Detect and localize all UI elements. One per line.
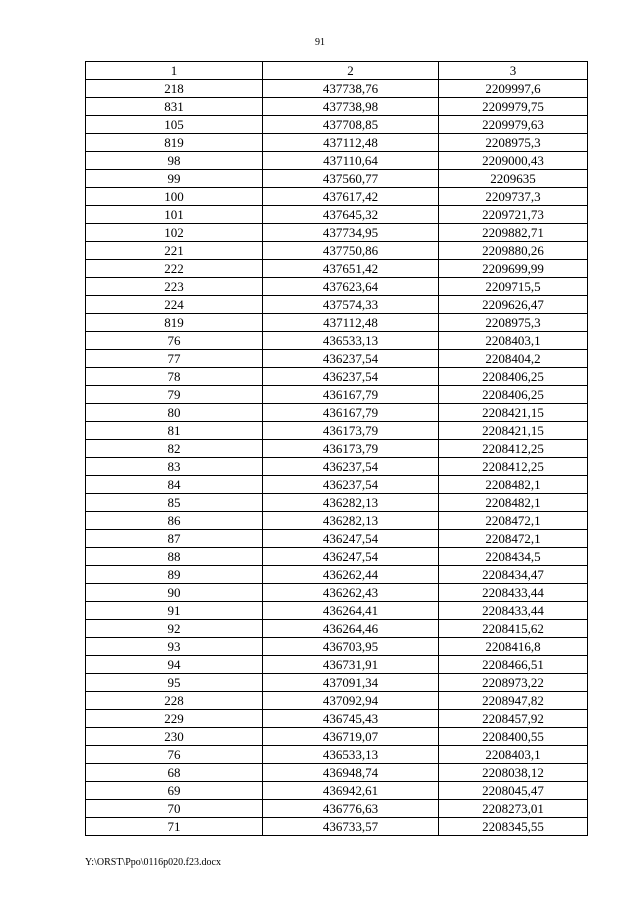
table-row [86,764,588,782]
table-row [86,458,588,476]
y-coordinate-cell: 2209626,47 [439,296,588,314]
table-row [86,782,588,800]
point-number-cell: 90 [86,584,263,602]
point-number-cell: 84 [86,476,263,494]
y-coordinate-cell: 2208404,2 [439,350,588,368]
point-number-cell: 85 [86,494,263,512]
x-coordinate-cell: 436247,54 [263,530,439,548]
table-row [86,386,588,404]
x-coordinate-cell: 436262,43 [263,584,439,602]
x-coordinate-cell: 436745,43 [263,710,439,728]
x-coordinate-cell: 437092,94 [263,692,439,710]
x-coordinate-cell: 437112,48 [263,314,439,332]
y-coordinate-cell: 2208466,51 [439,656,588,674]
point-number-cell: 101 [86,206,263,224]
y-coordinate-cell: 2209715,5 [439,278,588,296]
point-number-cell: 819 [86,134,263,152]
x-coordinate-cell: 437651,42 [263,260,439,278]
table-row [86,134,588,152]
x-coordinate-cell: 437738,76 [263,80,439,98]
x-coordinate-cell: 436173,79 [263,440,439,458]
x-coordinate-cell: 436262,44 [263,566,439,584]
y-coordinate-cell: 2208975,3 [439,134,588,152]
x-coordinate-cell: 437560,77 [263,170,439,188]
x-coordinate-cell: 437623,64 [263,278,439,296]
x-coordinate-cell: 436731,91 [263,656,439,674]
table-row [86,548,588,566]
x-coordinate-cell: 436264,41 [263,602,439,620]
y-coordinate-cell: 2208038,12 [439,764,588,782]
table-row [86,692,588,710]
x-coordinate-cell: 436942,61 [263,782,439,800]
table-row [86,116,588,134]
x-coordinate-cell: 436167,79 [263,404,439,422]
table-row [86,530,588,548]
y-coordinate-cell: 2209721,73 [439,206,588,224]
point-number-cell: 70 [86,800,263,818]
table-row [86,512,588,530]
x-coordinate-cell: 436776,63 [263,800,439,818]
y-coordinate-cell: 2208403,1 [439,746,588,764]
y-coordinate-cell: 2208482,1 [439,476,588,494]
y-coordinate-cell: 2209882,71 [439,224,588,242]
point-number-cell: 69 [86,782,263,800]
point-number-cell: 228 [86,692,263,710]
y-coordinate-cell: 2208433,44 [439,602,588,620]
x-coordinate-cell: 436733,57 [263,818,439,836]
x-coordinate-cell: 437738,98 [263,98,439,116]
y-coordinate-cell: 2208412,25 [439,440,588,458]
x-coordinate-cell: 436282,13 [263,512,439,530]
y-coordinate-cell: 2208457,92 [439,710,588,728]
point-number-cell: 95 [86,674,263,692]
point-number-cell: 71 [86,818,263,836]
table-row [86,242,588,260]
x-coordinate-cell: 436167,79 [263,386,439,404]
table-body [86,80,588,836]
x-coordinate-cell: 436237,54 [263,458,439,476]
y-coordinate-cell: 2208421,15 [439,422,588,440]
point-number-cell: 229 [86,710,263,728]
y-coordinate-cell: 2209737,3 [439,188,588,206]
table-row [86,656,588,674]
y-coordinate-cell: 2209699,99 [439,260,588,278]
y-coordinate-cell: 2208345,55 [439,818,588,836]
x-coordinate-cell: 436237,54 [263,368,439,386]
x-coordinate-cell: 436703,95 [263,638,439,656]
point-number-cell: 86 [86,512,263,530]
table-row [86,584,588,602]
y-coordinate-cell: 2208472,1 [439,530,588,548]
x-coordinate-cell: 436264,46 [263,620,439,638]
x-coordinate-cell: 437645,32 [263,206,439,224]
table-row [86,746,588,764]
table-row [86,440,588,458]
point-number-cell: 102 [86,224,263,242]
point-number-cell: 93 [86,638,263,656]
point-number-cell: 77 [86,350,263,368]
table-row [86,80,588,98]
x-coordinate-cell: 436237,54 [263,476,439,494]
table-row [86,98,588,116]
point-number-cell: 221 [86,242,263,260]
point-number-cell: 87 [86,530,263,548]
x-coordinate-cell: 436533,13 [263,332,439,350]
y-coordinate-cell: 2208947,82 [439,692,588,710]
y-coordinate-cell: 2209880,26 [439,242,588,260]
page-number: 91 [315,37,325,48]
y-coordinate-cell: 2209979,63 [439,116,588,134]
table-row [86,224,588,242]
footer-file-path: Y:\ORST\Ppo\0116p020.f23.docx [85,857,221,868]
table-row [86,314,588,332]
x-coordinate-cell: 437110,64 [263,152,439,170]
table-row [86,350,588,368]
table-row [86,188,588,206]
x-coordinate-cell: 437617,42 [263,188,439,206]
table-row [86,206,588,224]
y-coordinate-cell: 2208412,25 [439,458,588,476]
y-coordinate-cell: 2208400,55 [439,728,588,746]
point-number-cell: 81 [86,422,263,440]
x-coordinate-cell: 436247,54 [263,548,439,566]
x-coordinate-cell: 436173,79 [263,422,439,440]
y-coordinate-cell: 2208433,44 [439,584,588,602]
x-coordinate-cell: 437574,33 [263,296,439,314]
table-row [86,800,588,818]
column-header-3: 3 [439,62,588,80]
y-coordinate-cell: 2209979,75 [439,98,588,116]
y-coordinate-cell: 2208421,15 [439,404,588,422]
y-coordinate-cell: 2209000,43 [439,152,588,170]
y-coordinate-cell: 2208975,3 [439,314,588,332]
table-row [86,620,588,638]
point-number-cell: 82 [86,440,263,458]
point-number-cell: 224 [86,296,263,314]
point-number-cell: 98 [86,152,263,170]
point-number-cell: 68 [86,764,263,782]
point-number-cell: 83 [86,458,263,476]
x-coordinate-cell: 436533,13 [263,746,439,764]
point-number-cell: 89 [86,566,263,584]
table-row [86,638,588,656]
point-number-cell: 80 [86,404,263,422]
coordinates-table [85,61,588,836]
point-number-cell: 105 [86,116,263,134]
point-number-cell: 223 [86,278,263,296]
table-row [86,170,588,188]
y-coordinate-cell: 2208434,5 [439,548,588,566]
table-row [86,404,588,422]
x-coordinate-cell: 436948,74 [263,764,439,782]
point-number-cell: 92 [86,620,263,638]
table-row [86,278,588,296]
x-coordinate-cell: 437112,48 [263,134,439,152]
y-coordinate-cell: 2208406,25 [439,386,588,404]
column-header-1: 1 [86,62,263,80]
point-number-cell: 222 [86,260,263,278]
x-coordinate-cell: 437091,34 [263,674,439,692]
table-row [86,368,588,386]
table-row [86,332,588,350]
table-row [86,422,588,440]
table-row [86,710,588,728]
y-coordinate-cell: 2208482,1 [439,494,588,512]
x-coordinate-cell: 437734,95 [263,224,439,242]
point-number-cell: 76 [86,332,263,350]
table-row [86,494,588,512]
y-coordinate-cell: 2208406,25 [439,368,588,386]
y-coordinate-cell: 2208403,1 [439,332,588,350]
point-number-cell: 94 [86,656,263,674]
y-coordinate-cell: 2208273,01 [439,800,588,818]
point-number-cell: 218 [86,80,263,98]
table-row [86,152,588,170]
point-number-cell: 819 [86,314,263,332]
point-number-cell: 79 [86,386,263,404]
point-number-cell: 76 [86,746,263,764]
table-row [86,602,588,620]
table-row [86,818,588,836]
y-coordinate-cell: 2208045,47 [439,782,588,800]
x-coordinate-cell: 436237,54 [263,350,439,368]
y-coordinate-cell: 2208416,8 [439,638,588,656]
point-number-cell: 88 [86,548,263,566]
point-number-cell: 831 [86,98,263,116]
table-row [86,260,588,278]
y-coordinate-cell: 2208472,1 [439,512,588,530]
point-number-cell: 100 [86,188,263,206]
x-coordinate-cell: 436719,07 [263,728,439,746]
y-coordinate-cell: 2208434,47 [439,566,588,584]
point-number-cell: 91 [86,602,263,620]
point-number-cell: 230 [86,728,263,746]
column-header-2: 2 [263,62,439,80]
table-row [86,674,588,692]
x-coordinate-cell: 436282,13 [263,494,439,512]
y-coordinate-cell: 2209635 [439,170,588,188]
table-row [86,728,588,746]
y-coordinate-cell: 2209997,6 [439,80,588,98]
y-coordinate-cell: 2208415,62 [439,620,588,638]
table-row [86,296,588,314]
table-row [86,566,588,584]
x-coordinate-cell: 437708,85 [263,116,439,134]
point-number-cell: 78 [86,368,263,386]
point-number-cell: 99 [86,170,263,188]
x-coordinate-cell: 437750,86 [263,242,439,260]
y-coordinate-cell: 2208973,22 [439,674,588,692]
table-header-row [86,62,588,80]
table-row [86,476,588,494]
